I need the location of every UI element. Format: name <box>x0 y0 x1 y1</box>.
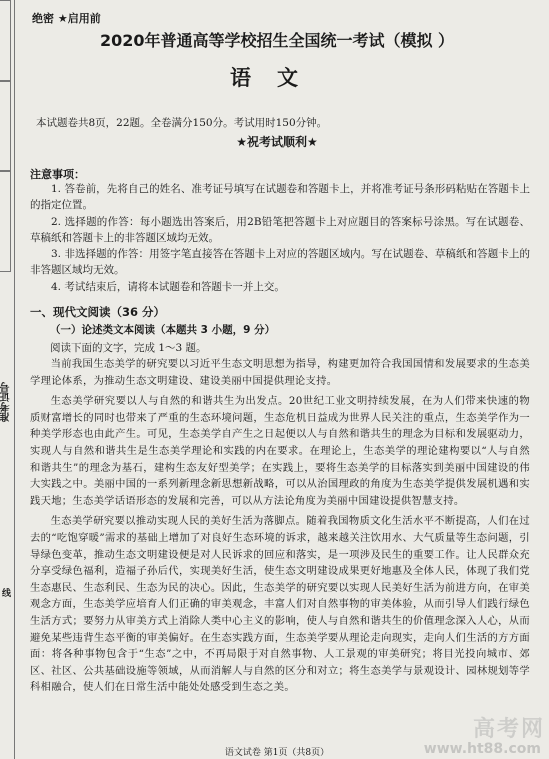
candidate-number-label: 准考证号 <box>1 382 12 422</box>
secret-mark: 绝密 ★启用前 <box>32 12 101 25</box>
binding-box <box>0 170 11 272</box>
passage-paragraph: 生态美学研究要以人与自然的和谐共生为出发点。20世纪工业文明持续发展，在为人们带来快速的物质财富增长的同时也带来了严重的生态环境问题，生态危机日益成为世界人民关注的重点，生态美学作为一种美学形态也由此产生。可见，生态美学自产生之日起便以人与自然和谐共生的理念为目标和发展驱动力，实现人与自然和谐共生是生态美学理论和实践的内在要求。在理论上，生态美学的理论建构要以“人与自然和谐共生”的理念为基石，建构生态友好型美学；在实践上，要将生态美学的目标落实到美丽中国建设的伟大实践之中。美丽中国的一系列新理念新思想新战略，可以从治国理政的角度为生态美学提供发展机遇和实践天地；生态美学话语形态的发展和完善，可以从方法论角度为美丽中国建设提供智慧支持。 <box>30 395 530 507</box>
subject-title: 语文 <box>230 66 324 90</box>
watermark-logo: 高考网 <box>472 717 545 742</box>
blessing-text: ★祝考试顺利★ <box>236 135 318 149</box>
subsection-title: （一）论述类文本阅读（本题共 3 小题，9 分） <box>50 324 276 336</box>
binding-cut-mark: 线 <box>2 589 12 599</box>
watermark-url: www.ht88.com <box>423 741 541 757</box>
exam-title: 2020年普通高等学校招生全国统一考试（模拟 ） <box>99 31 455 50</box>
binding-box <box>0 0 11 82</box>
notice-item: 1. 答卷前，先将自己的姓名、准考证号填写在试题卷和答题卡上，并将准考证号条形码粘贴在答题卡上的指定位置。 <box>30 183 530 212</box>
notice-item: 4. 考试结束后，请将本试题卷和答题卡一并上交。 <box>51 280 285 293</box>
exam-info: 本试题卷共8页，22题。全卷满分150分。考试用时150分钟。 <box>36 117 328 129</box>
section-title: 一、现代文阅读（36 分） <box>30 305 166 319</box>
reading-instruction: 阅读下面的文字，完成 1～3 题。 <box>50 342 207 354</box>
notice-item: 2. 选择题的作答：每小题选出答案后，用2B铅笔把答题卡上对应题目的答案标号涂黑。写在试题卷、草稿纸和答题卡上的非答题区域均无效。 <box>30 215 530 244</box>
notice-item: 3. 非选择题的作答：用签字笔直接答在答题卡上对应的答题区域内。写在试题卷、草稿纸和答题卡上的非答题区域均无效。 <box>30 248 530 277</box>
binding-box <box>0 80 11 172</box>
page-footer: 语文试卷 第1页（共8页） <box>224 748 330 758</box>
notice-list <box>30 181 530 295</box>
binding-strip <box>0 0 15 759</box>
passage-paragraph: 当前我国生态美学的研究要以习近平生态文明思想为指导，构建更加符合我国国情和发展要求的生态美学理论体系，为推动生态文明建设、建设美丽中国提供理论支持。 <box>30 358 530 387</box>
passage-paragraph: 生态美学研究要以推动实现人民的美好生活为落脚点。随着我国物质文化生活水平不断提高，人们在过去的“吃饱穿暖”需求的基础上增加了对良好生态环境的诉求，越来越关注饮用水、大气质量等生态问题，引导绿色变革，推动生态文明建设便是对人民诉求的回应和落实，是一项涉及民生的重要工作。让人民群众充分享受绿色福利，造福子孙后代，实现美好生活，使生态文明建设成果更好地惠及全体人民，体现了我们党生态惠民、生态利民、生态为民的决心。因此，生态美学的研究要以实现人民美好生活为前进方向，在审美观念方面，生态美学应培育人们正确的审美观念，丰富人们对自然事物的审美体验，从而引导人们践行绿色生活方式；要努力从审美方式上消除人类中心主义的影响，使人与自然和谐共生的价值理念深入人心，从而避免某些违背生态平衡的审美偏好。在生态实践方面，生态美学要从理论走向现实，走向人们生活的方方面面：将各种事物包含于“生态”之中，不再局限于对自然事物、人工景观的审美研究；将目光投向城市、郊区、社区、公共基础设施等领域，从而消解人与自然的区分和对立；将生态美学与景观设计、园林规划等学科相融合，使人们在日常生活中能处处感受到生态之美。 <box>30 515 530 694</box>
reading-passage <box>30 356 530 696</box>
notice-title: 注意事项： <box>30 168 85 181</box>
